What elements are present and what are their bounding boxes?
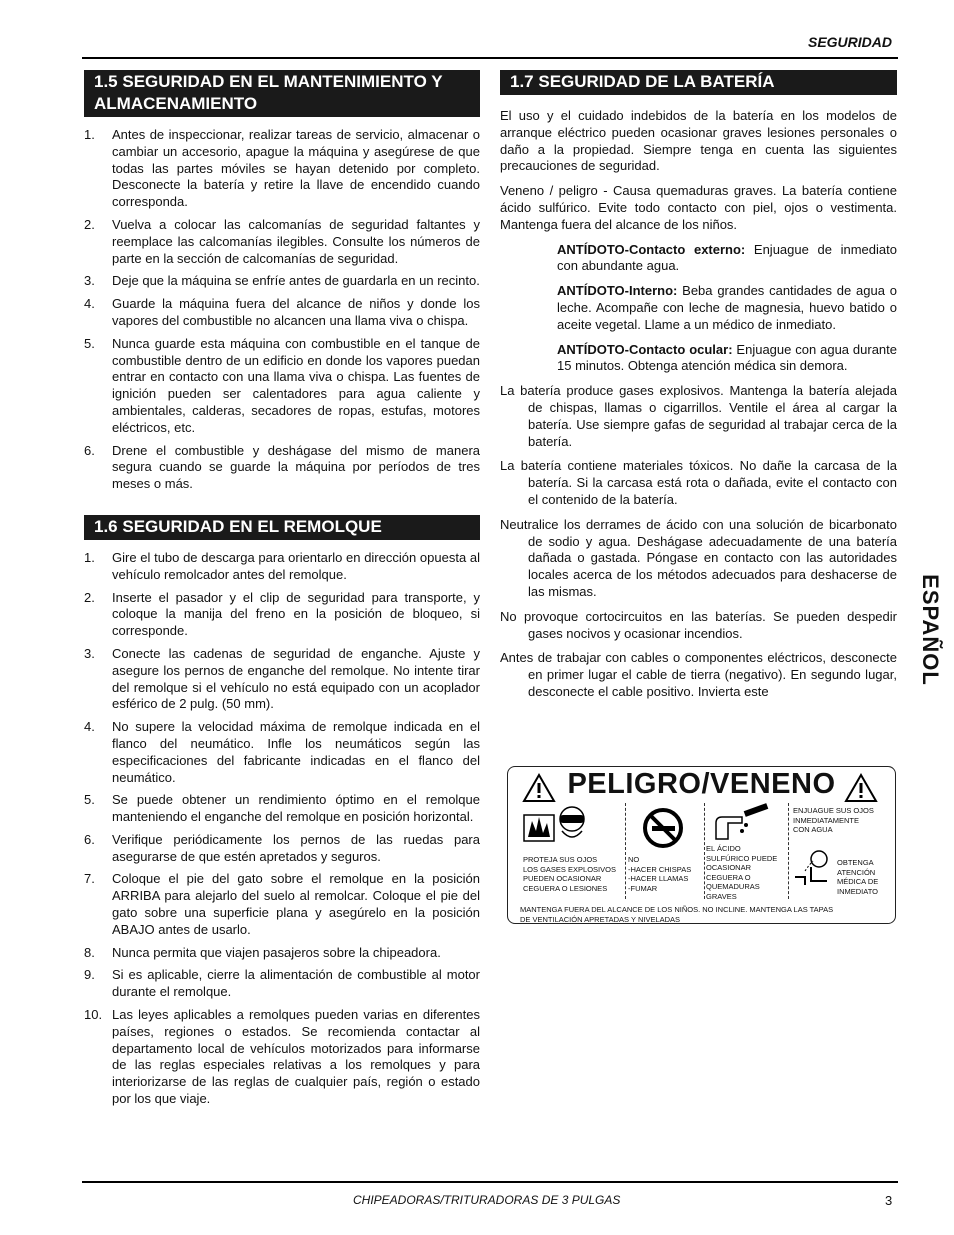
battery-paragraph: Antes de trabajar con cables o componentes eléctricos, desconecte en primer lugar el cable de tierra (negativo). En segundo lugar, desconecte el cable positivo. Invierta este [500,650,897,699]
antidote-label: ANTÍDOTO-Contacto externo: [557,241,746,257]
list-item-number: 6. [84,831,95,847]
label-title: PELIGRO/VENENO [567,768,836,800]
battery-paragraph: La batería contiene materiales tóxicos. No dañe la carcasa de la batería. Si la carcasa está rota o dañada, evite el contacto con el contenido de la batería. [500,458,897,507]
list-item-number: 2. [84,589,95,605]
danger-poison-label [507,766,896,924]
header-rule [82,57,898,59]
list-item-text: No supere la velocidad máxima de remolque indicada en el flanco del neumático. Infle los neumáticos según las especificaciones del fabricante indicadas en el flanco del neumático. [112,719,480,785]
list-item-number: 9. [84,967,95,983]
list-item [84,217,480,267]
list-item [84,296,480,330]
antidote-label: ANTÍDOTO-Interno: [557,283,678,299]
label-divider [788,803,789,899]
language-tab [910,565,950,695]
list-item-number: 4. [84,296,95,312]
running-header: SEGURIDAD [807,34,892,50]
no-smoking-icon [642,807,684,849]
section-heading-1-5: 1.5 SEGURIDAD EN EL MANTENIMIENTO Y ALMACENAMIENTO [84,70,480,117]
list-item-number: 1. [84,549,95,565]
caption-medical-attention: OBTENGA ATENCIÓN MÉDICA DE INMEDIATO [837,858,879,896]
list-item-text: Deje que la máquina se enfríe antes de guardarla en un recinto. [112,273,480,289]
list-item [84,127,480,211]
footer-rule [82,1181,898,1183]
list-item [84,550,480,584]
caption-rinse-eyes: ENJUAGUE SUS OJOS INMEDIATAMENTE CON AGUA [793,806,874,835]
label-divider [625,803,626,899]
list-item-number: 8. [84,944,95,960]
list-item [84,871,480,938]
list-item [84,945,480,962]
explosion-goggles-icon [522,803,590,853]
list-item [84,336,480,437]
maintenance-safety-list [84,127,480,493]
list-item-text: Vuelva a colocar las calcomanías de seguridad faltantes y reemplace las calcomanías ilegibles. Consulte los números de parte en la sección de calcomanías de seguridad. [112,216,480,266]
towing-safety-list [84,550,480,1108]
list-item [84,646,480,713]
list-item-number: 7. [84,871,95,887]
warning-triangle-icon [844,773,878,803]
list-item [84,832,480,866]
section-heading-1-7: 1.7 SEGURIDAD DE LA BATERÍA [500,70,897,95]
list-item-text: Gire el tubo de descarga para orientarlo en dirección opuesta al vehículo remolcador antes del remolque. [112,549,480,582]
acid-hand-icon [712,803,772,843]
list-item-number: 5. [84,792,95,808]
list-item-text: Si es aplicable, cierre la alimentación de combustible al motor durante el remolque. [112,967,480,1000]
list-item-number: 4. [84,719,95,735]
antidote-internal [557,283,897,333]
label-bottom-text: MANTENGA FUERA DEL ALCANCE DE LOS NIÑOS. NO INCLINE. MANTENGA LAS TAPAS DE VENTILACIÓN APRETADAS Y NIVELADAS [520,905,834,924]
antidote-eyes [557,342,897,376]
battery-paragraph: La batería produce gases explosivos. Mantenga la batería alejada de chispas, llamas o cigarrillos. Ventile el área al cargar la batería. Use siempre gafas de seguridad al trabajar cerca de la batería. [500,383,897,449]
list-item-text: Inserte el pasador y el clip de seguridad para transporte, y coloque la manija del freno en la posición de bloqueo, si corresponde. [112,589,480,639]
battery-poison-warning: Veneno / peligro - Causa quemaduras graves. La batería contiene ácido sulfúrico. Evite todo contacto con piel, ojos o vestimenta. Mantenga fuera del alcance de los niños. [500,183,897,232]
battery-paragraph: Neutralice los derrames de ácido con una solución de bicarbonato de sodio y agua. Deshágase adecuadamente de una batería dañada o gastada. Póngase en contacto con las autoridades locales acerca de los métodos adecuados para deshacerse de las mismas. [500,516,897,599]
antidote-label: ANTÍDOTO-Contacto ocular: [557,341,733,357]
list-item-number: 3. [84,645,95,661]
caption-no-sparks: NO -HACER CHISPAS -HACER LLAMAS -FUMAR [628,855,692,893]
battery-intro: El uso y el cuidado indebidos de la batería en los modelos de arranque eléctrico pueden ocasionar graves lesiones personales o daño a la propiedad. Siempre tenga en cuenta las siguientes precauciones de seguridad. [500,108,897,174]
antidote-text: Enjuague de inmediato con abundante agua. [557,241,897,274]
footer-title: CHIPEADORAS/TRITURADORAS DE 3 PULGAS [353,1193,621,1207]
section-heading-1-6: 1.6 SEGURIDAD EN EL REMOLQUE [84,515,480,540]
list-item [84,443,480,493]
caption-sulfuric-acid: EL ÁCIDO SULFÚRICO PUEDE OCASIONAR CEGUERA O QUEMADURAS GRAVES [706,844,778,901]
list-item-text: Las leyes aplicables a remolques pueden varias en diferentes países, regiones o estados. Se recomienda contactar al departamento local de vehículos motorizados para informarse de las reglas especiales relativas a los remolques y para interiorizarse de las reglas de cualquier país, región o estado por los que viaje. [112,1007,480,1107]
list-item [84,719,480,786]
left-column [84,70,480,1130]
antidote-text: Enjuague con agua durante 15 minutos. Obtenga atención médica sin demora. [557,341,898,374]
list-item [84,273,480,290]
list-item-number: 10. [84,1007,103,1023]
battery-paragraph: No provoque cortocircuitos en las baterías. Se pueden despedir gases nocivos y ocasionar incendios. [500,608,897,641]
list-item-text: Antes de inspeccionar, realizar tareas de servicio, almacenar o cambiar un accesorio, apague la máquina y asegúrese de que todas las partes móviles se hayan detenido por completo. Desconecte la batería y retire la llave de encendido cuando corresponda. [112,127,480,210]
list-item-number: 6. [84,442,95,458]
list-item-text: Conecte las cadenas de seguridad de enganche. Ajuste y asegure los pernos de enganche del remolque. No intente tirar del remolque si el vehículo no está equipado con un acoplador esférico de 2 pulg. (50 mm). [112,645,480,712]
list-item-number: 1. [84,127,95,142]
list-item-text: Coloque el pie del gato sobre el remolque en la posición ARRIBA para alejarlo del suelo al remolcar. Coloque el pie del gato sobre una superficie plana y asegúrelo en la posición ABAJO antes de usarlo. [112,871,480,937]
list-item-number: 5. [84,335,95,351]
list-item-number: 3. [84,273,95,289]
list-item-text: Nunca guarde esta máquina con combustible en el tanque de combustible dentro de un edificio en donde los vapores puedan entrar en contacto con una llama viva o chispa. Las fuentes de ignición pueden ser calentadores para agua caliente y ambientales, calderas, secadores de ropas, estufas, motores eléctricos, etc. [112,335,480,435]
list-item-text: Guarde la máquina fuera del alcance de niños y donde los vapores del combustible no alcancen una llama viva o chispa. [112,296,480,328]
right-column [500,70,897,709]
list-item-text: Verifique periódicamente los pernos de las ruedas para asegurarse de que estén apretados y seguros. [112,831,480,864]
list-item-text: Nunca permita que viajen pasajeros sobre la chipeadora. [112,944,441,960]
list-item-number: 2. [84,216,95,232]
caption-protect-eyes: PROTEJA SUS OJOS LOS GASES EXPLOSIVOS PUEDEN OCASIONAR CEGUERA O LESIONES [523,855,616,893]
list-item [84,967,480,1001]
label-divider [704,803,705,899]
list-item [84,1007,480,1108]
list-item [84,590,480,640]
antidote-text: Beba grandes cantidades de agua o leche. Acompañe con leche de magnesia, huevo batido o aceite vegetal. Llame a un médico de inmediato. [557,283,897,332]
list-item-text: Drene el combustible y deshágase del mismo de manera segura cuando se guarde la máquina por períodos de tres meses o más. [112,442,480,492]
page-number: 3 [885,1193,893,1208]
list-item-text: Se puede obtener un rendimiento óptimo en el remolque manteniendo el enganche del remolque en posición horizontal. [112,792,480,825]
list-item [84,792,480,826]
language-tab-label: ESPAÑOL [918,574,943,686]
antidote-external [557,242,897,276]
eyewash-icon [791,847,837,887]
